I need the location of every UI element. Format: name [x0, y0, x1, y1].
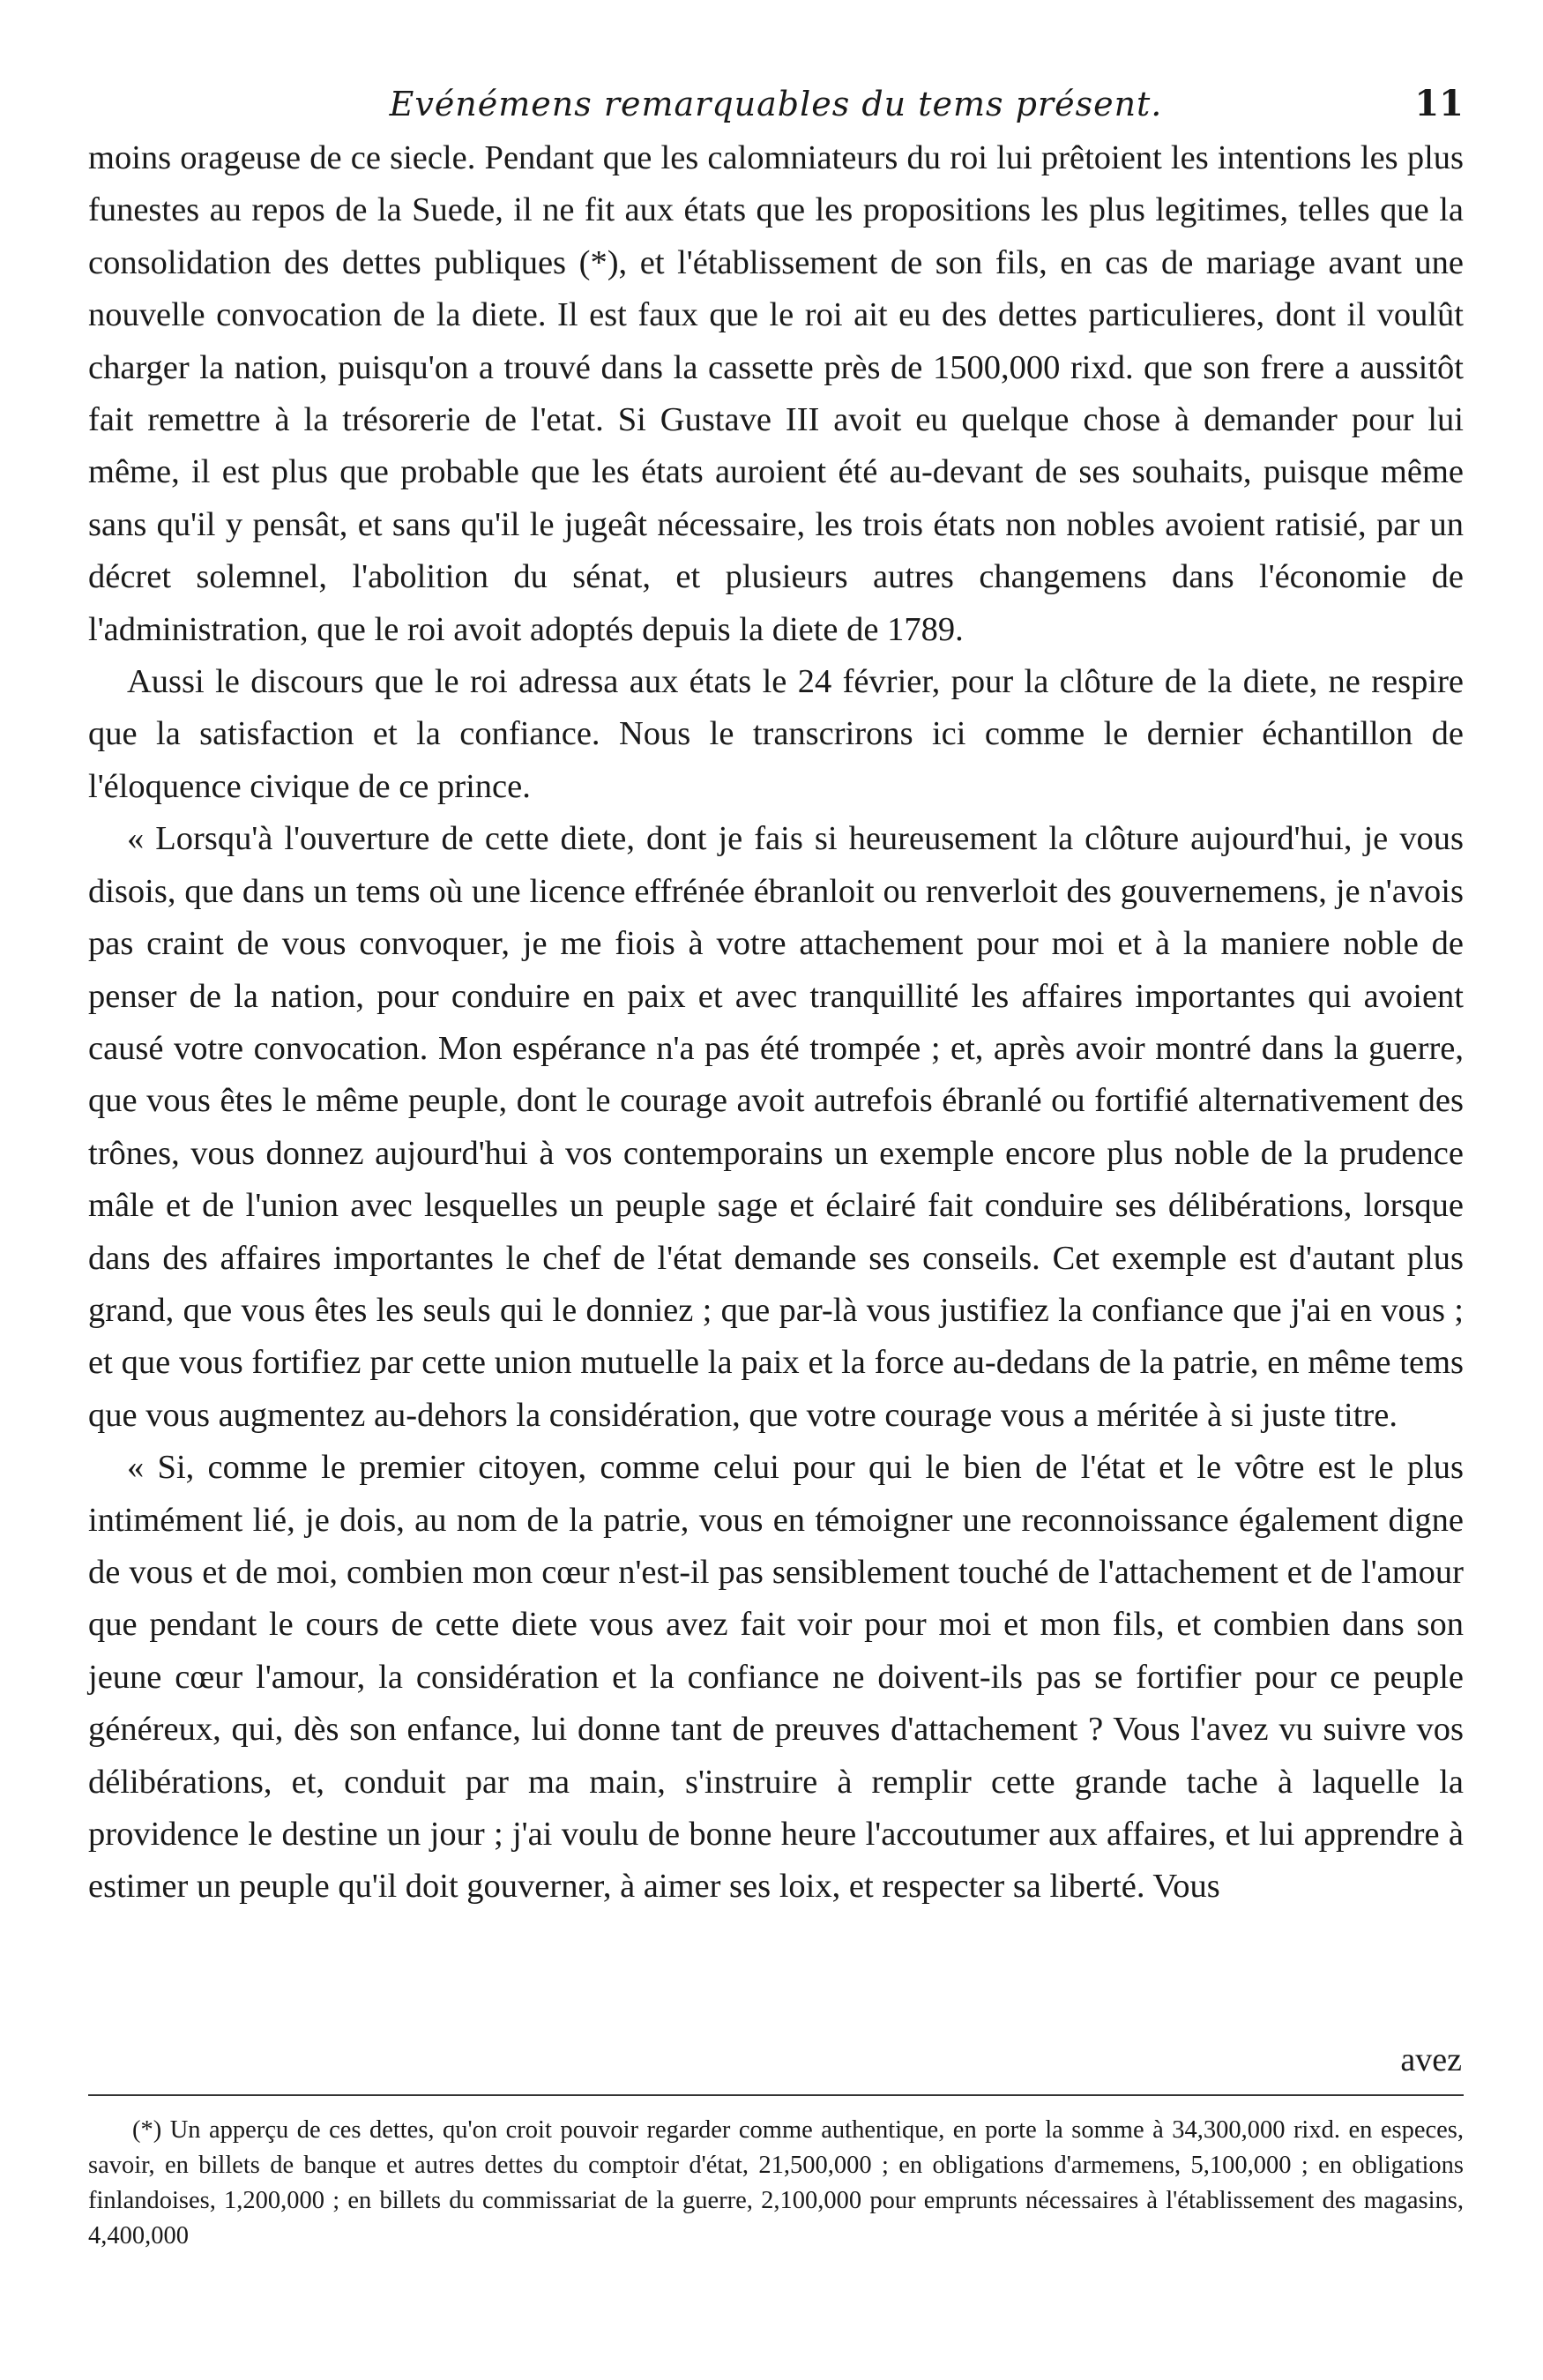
speech-paragraph: « Si, comme le premier citoyen, comme celui pour qui le bien de l'état et le vôtre est le plus intimément lié, je dois, au nom de la patrie, vous en témoigner une reconnoissance également digne de vous et de moi, combien mon cœur n'est-il pas sensiblement touché de l'attachement et de l'amour que pendant le cours de cette diete vous avez fait voir pour moi et mon fils, et combien dans son jeune cœur l'amour, la considération et la confiance ne doivent-ils pas se fortifier pour ce peuple généreux, qui, dès son enfance, lui donne tant de preuves d'attachement ? Vous l'avez vu suivre vos délibérations, et, conduit par ma main, s'instruire à remplir cette grande tache à laquelle la providence le destine un jour ; j'ai voulu de bonne heure l'accoutumer aux affaires, et lui apprendre à estimer un peuple qu'il doit gouverner, à aimer ses loix, et respecter sa liberté. Vous — [88, 1449, 1464, 1906]
footnote — [88, 2113, 1464, 2254]
footnote-text: (*) Un apperçu de ces dettes, qu'on croit pouvoir regarder comme authentique, en porte la somme à 34,300,000 rixd. en especes, savoir, en billets de banque et autres dettes du comptoir d'état, 21,500,000 ; en obligations d'armemens, 5,100,000 ; en obligations finlandoises, 1,200,000 ; en billets du commissariat de la guerre, 2,100,000 pour emprunts nécessaires à l'établissement des magasins, 4,400,000 — [88, 2116, 1464, 2249]
paragraph: Aussi le discours que le roi adressa aux états le 24 février, pour la clôture de la diete, ne respire que la satisfaction et la confiance. Nous le transcrirons ici comme le dernier échantillon de l'éloquence civique de ce prince. — [88, 663, 1464, 805]
running-head — [88, 78, 1464, 131]
page-number: 11 — [1414, 83, 1464, 124]
running-title: Evénémens remarquables du tems présent. — [389, 85, 1163, 123]
paragraph: moins orageuse de ce siecle. Pendant que les calomniateurs du roi lui prêtoient les intentions les plus funestes au repos de la Suede, il ne fit aux états que les propositions les plus legitimes, telles que la consolidation des dettes publiques (*), et l'établissement de son fils, en cas de mariage avant une nouvelle convocation de la diete. Il est faux que le roi ait eu des dettes particulieres, dont il voulût charger la nation, puisqu'on a trouvé dans la cassette près de 1500,000 rixd. que son frere a aussitôt fait remettre à la trésorerie de l'etat. Si Gustave III avoit eu quelque chose à demander pour lui même, il est plus que probable que les états auroient été au-devant de ses souhaits, puisque même sans qu'il y pensât, et sans qu'il le jugeât nécessaire, les trois états non nobles avoient ratisié, par un décret solemnel, l'abolition du sénat, et plusieurs autres changemens dans l'économie de l'administration, que le roi avoit adoptés depuis la diete de 1789. — [88, 139, 1464, 648]
catchword: avez — [1400, 2041, 1462, 2078]
speech-paragraph: « Lorsqu'à l'ouverture de cette diete, dont je fais si heureusement la clôture aujourd'hui, je vous disois, que dans un tems où une licence effrénée ébranloit ou renverloit des gouvernemens, je n'avois pas craint de vous convoquer, je me fiois à votre attachement pour moi et à la maniere noble de penser de la nation, pour conduire en paix et avec tranquillité les affaires importantes qui avoient causé votre convocation. Mon espérance n'a pas été trompée ; et, après avoir montré dans la guerre, que vous êtes le même peuple, dont le courage avoit autrefois ébranlé ou fortifié alternativement des trônes, vous donnez aujourd'hui à vos contemporains un exemple encore plus noble de la prudence mâle et de l'union avec lesquelles un peuple sage et éclairé fait conduire ses délibérations, lorsque dans des affaires importantes le chef de l'état demande ses conseils. Cet exemple est d'autant plus grand, que vous êtes les seuls qui le donniez ; que par-là vous justifiez la confiance que j'ai en vous ; et que vous fortifiez par cette union mutuelle la paix et la force au-dedans de la patrie, en même tems que vous augmentez au-dehors la considération, que votre courage vous a méritée à si juste titre. — [88, 820, 1464, 1434]
body-text — [88, 132, 1464, 1914]
footnote-divider — [88, 2094, 1464, 2096]
